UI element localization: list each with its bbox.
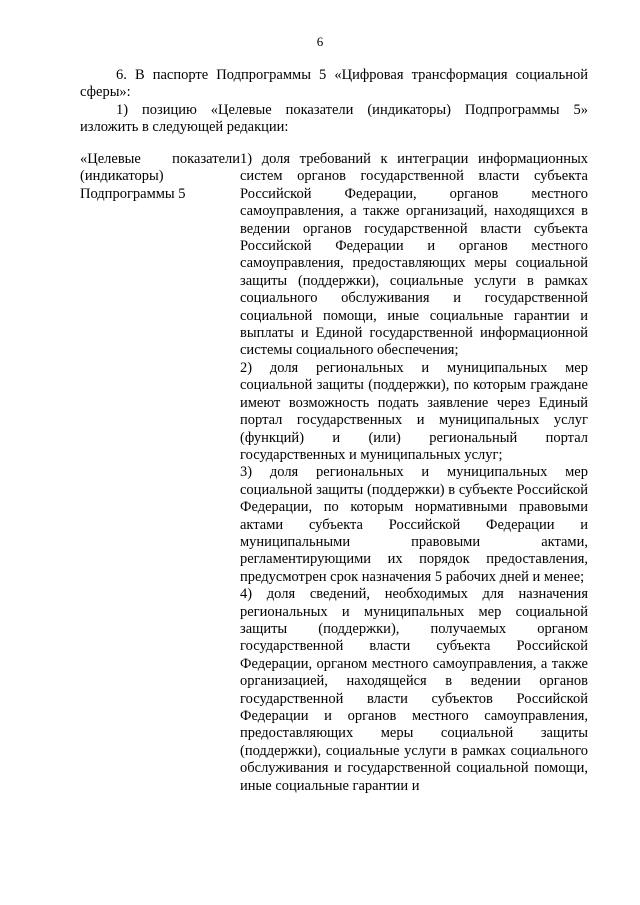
label-word-1: «Целевые: [80, 151, 141, 167]
indicator-item-2: 2) доля региональных и муниципальных мер социальной защиты (поддержки), по которым граждане имеют возможность подать заявление через Единый портал государственных и муниципальных услуг (функций) и (или) региональный портал государственных и муниципальных услуг;: [240, 359, 588, 463]
indicators-list-cell: [240, 151, 588, 795]
label-line-1: [80, 151, 240, 168]
indicator-item-3: 3) доля региональных и муниципальных мер социальной защиты (поддержки) в субъекте Российской Федерации, по которым нормативными правовыми актами субъекта Российской Федерации и муниципальными правовыми актами, регламентирующими их порядок предоставления, предусмотрен срок назначения 5 рабочих дней и менее;: [240, 464, 588, 585]
indicators-label-cell: [80, 151, 240, 795]
indicators-table: [80, 151, 588, 795]
indicator-item-1: 1) доля требований к интеграции информационных систем органов государственной власти субъекта Российской Федерации, органов местного самоуправления, а также организаций, находящихся в ведении органов государственной власти субъекта Российской Федерации и органов местного самоуправления, предоставляющих меры социальной защиты (поддержки), социальные услуги в рамках социального обслуживания и государственной социальной помощи, иные социальные гарантии и выплаты и Единой государственной информационной системы социального обеспечения;: [240, 151, 588, 359]
indicator-item-4: 4) доля сведений, необходимых для назначения региональных и муниципальных мер социальной защиты (поддержки), получаемых органом государственной власти субъекта Российской Федерации, органом местного самоуправления, а также организацией, находящейся в ведении органов государственной власти субъектов Российской Федерации и органов местного самоуправления, предоставляющих меры социальной защиты (поддержки), социальные услуги в рамках социального обслуживания и государственной социальной помощи, иные социальные гарантии и: [240, 586, 588, 794]
label-line-3: Подпрограммы 5: [80, 185, 186, 202]
intro-section: [80, 67, 588, 137]
intro-paragraph-2: 1) позицию «Целевые показатели (индикаторы) Подпрограммы 5» изложить в следующей редакции:: [80, 101, 588, 136]
page-number: 6: [316, 34, 324, 49]
label-word-2: показатели: [172, 151, 240, 167]
intro-paragraph-1: 6. В паспорте Подпрограммы 5 «Цифровая трансформация социальной сферы»:: [80, 67, 588, 101]
label-line-2: (индикаторы): [80, 168, 164, 185]
